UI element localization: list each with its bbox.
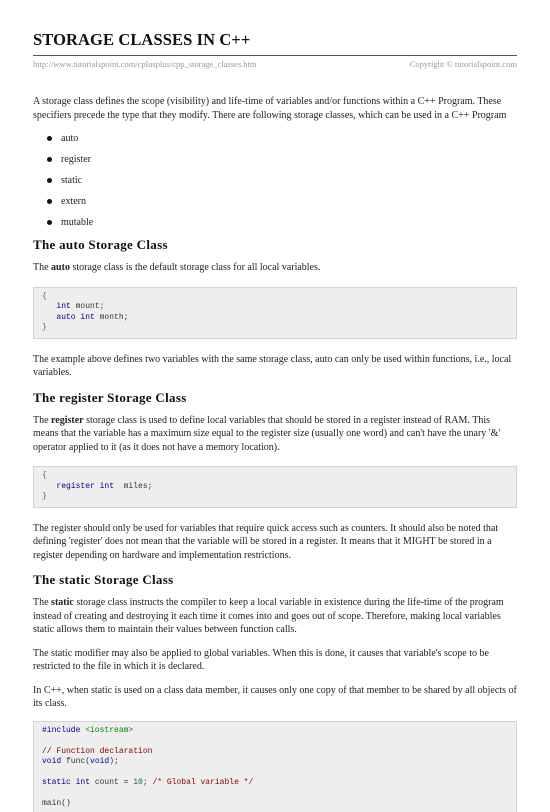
page-header — [33, 30, 517, 69]
source-url[interactable]: http://www.tutorialspoint.com/cplusplus/cpp_storage_classes.htm — [33, 59, 257, 69]
list-item: extern — [61, 195, 517, 208]
static-paragraph-3: In C++, when static is used on a class data member, it causes only one copy of that member to be shared by all objects of its class. — [33, 684, 517, 709]
register-code-block: { register int miles; } — [33, 466, 517, 508]
header-meta — [33, 59, 517, 69]
register-paragraph-2: The register should only be used for variables that require quick access such as counters. It should also be noted that defining 'register' does not mean that the variable will be stored in a register. It means that it MIGHT be stored in a register depending on hardware and implementation restrictions. — [33, 522, 499, 561]
copyright-text: Copyright © tutorialspoint.com — [409, 59, 517, 69]
intro-paragraph: A storage class defines the scope (visibility) and life-time of variables and/or functions within a C++ Program. These specifiers precede the type that they modify. There are following storage classes, which can be used in a C++ Program — [33, 96, 507, 121]
register-heading: The register Storage Class — [33, 389, 187, 405]
title-divider — [33, 55, 517, 56]
page-title: STORAGE CLASSES IN C++ — [33, 30, 251, 49]
list-item: mutable — [61, 216, 517, 229]
static-code-block: #include <iostream> // Function declaration void func(void); static int count = 10; /* Global variable */ main() — [33, 721, 517, 812]
static-heading: The static Storage Class — [33, 572, 174, 587]
list-item: static — [61, 174, 517, 187]
static-paragraph-1: The static storage class instructs the compiler to keep a local variable in existence during the life-time of the program instead of creating and destroying it each time it comes into and goes out of scope. Therefore, making local variables static allows them to maintain their values between function calls. — [33, 597, 504, 635]
storage-class-list — [33, 132, 517, 229]
register-paragraph-1: The register storage class is used to define local variables that should be stored in a register instead of RAM. This means that the variable has a maximum size equal to the register size (usually one word) and can't have the unary '&' operator applied to it (as it does not have a memory location). — [33, 414, 501, 453]
auto-paragraph-2: The example above defines two variables with the same storage class, auto can only be used within functions, i.e., local variables. — [33, 353, 512, 378]
list-item: auto — [61, 132, 517, 145]
auto-heading: The auto Storage Class — [33, 237, 168, 252]
list-item: register — [61, 153, 517, 166]
auto-code-block: { int mount; auto int month; } — [33, 287, 517, 339]
auto-paragraph-1: The auto storage class is the default storage class for all local variables. — [33, 262, 321, 273]
static-paragraph-2: The static modifier may also be applied to global variables. When this is done, it causes that variable's scope to be restricted to the file in which it is declared. — [33, 647, 489, 672]
